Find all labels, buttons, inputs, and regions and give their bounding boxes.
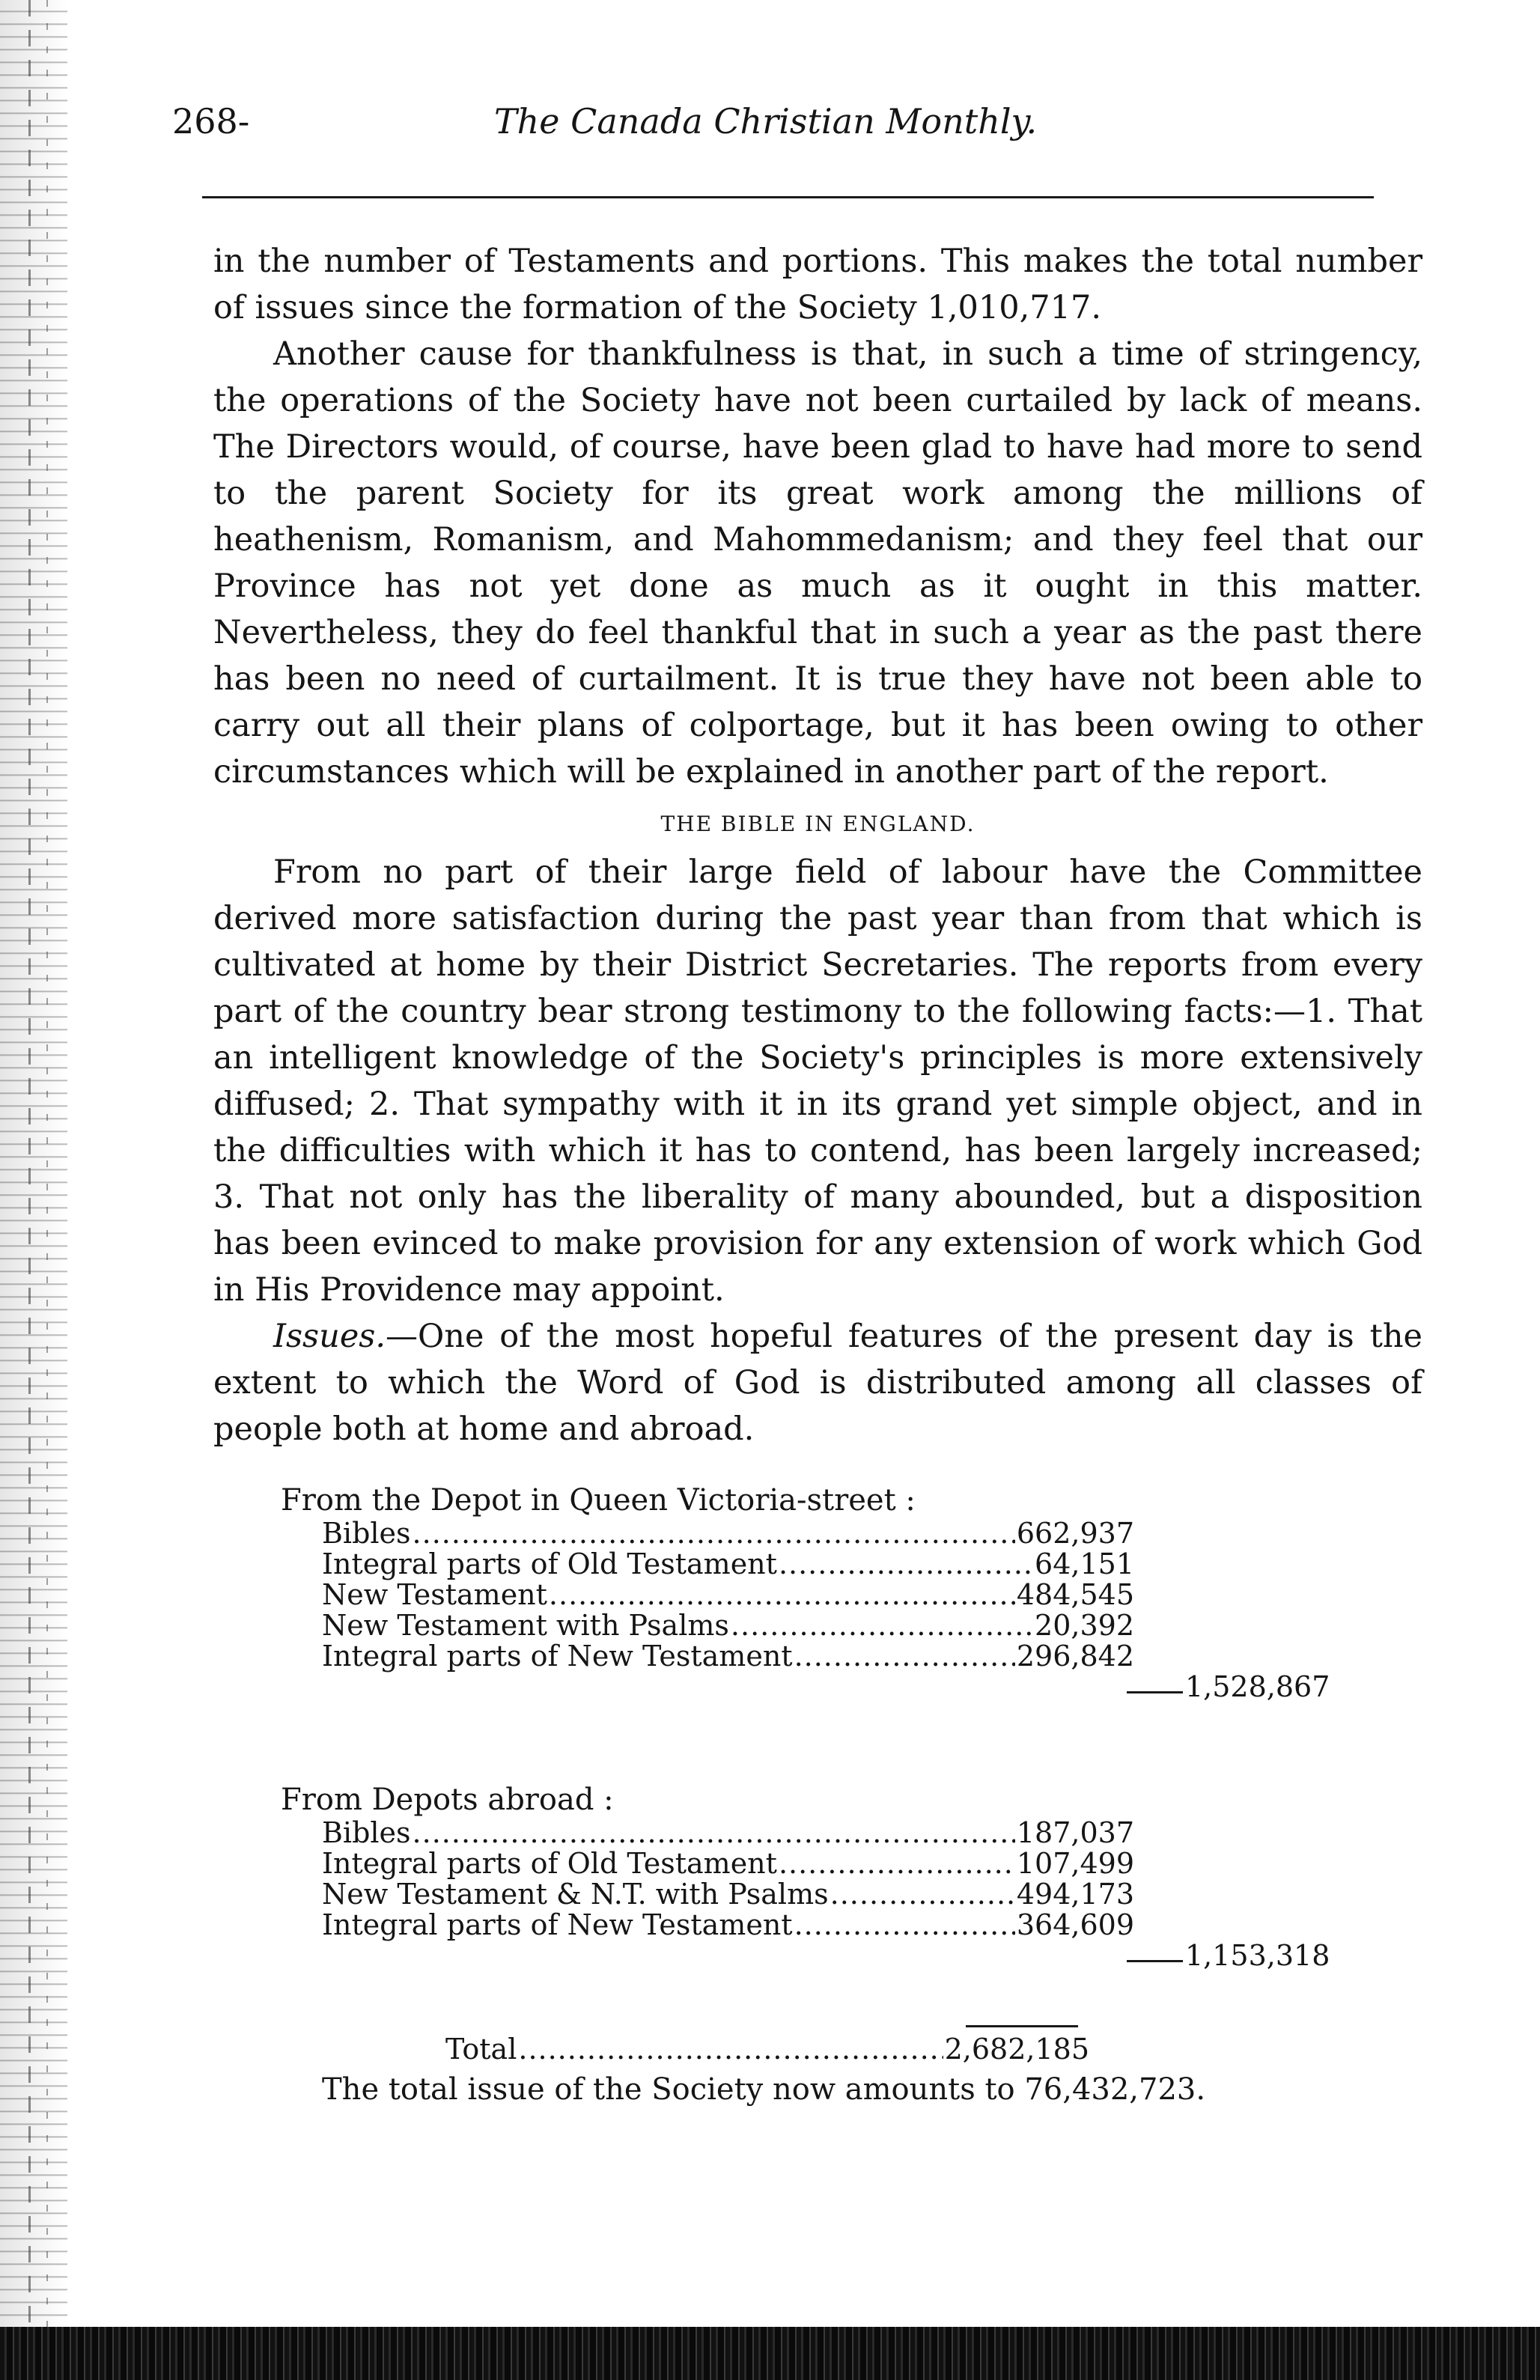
- leader-dots: [830, 1879, 1015, 1910]
- table-row: [281, 1518, 1134, 1549]
- table-row: [281, 1549, 1134, 1580]
- paragraph-4: [213, 1313, 1422, 1452]
- row-label: Integral parts of Old Testament: [322, 1547, 777, 1580]
- section-heading: THE BIBLE IN ENGLAND.: [660, 812, 976, 836]
- home-subtotal: [281, 1672, 1389, 1708]
- page-header: [172, 101, 1385, 161]
- row-value: 64,151: [1035, 1547, 1134, 1580]
- row-value: 484,545: [1016, 1578, 1134, 1611]
- leader-dots: [779, 1848, 1015, 1879]
- table-row: [281, 1818, 1134, 1848]
- table-row: [281, 1580, 1134, 1610]
- row-label: Integral parts of New Testament: [322, 1908, 793, 1941]
- header-rule: [202, 196, 1374, 198]
- subtotal-dash: [1127, 1691, 1183, 1693]
- table-row: [281, 1879, 1134, 1910]
- abroad-depot-heading: From Depots abroad :: [281, 1783, 614, 1817]
- abroad-subtotal-value: 1,153,318: [1185, 1939, 1330, 1972]
- row-value: 364,609: [1016, 1908, 1134, 1941]
- abroad-subtotal: [281, 1941, 1389, 1976]
- home-subtotal-value: 1,528,867: [1185, 1670, 1330, 1703]
- page-number: 268-: [172, 101, 250, 141]
- issues-table-abroad: [281, 1782, 1389, 1976]
- leader-dots: [794, 1641, 1015, 1672]
- row-label: Bibles: [322, 1517, 411, 1550]
- body-text: [213, 238, 1422, 1452]
- table-row: [281, 1848, 1134, 1879]
- leader-dots: [779, 1549, 1033, 1580]
- total-rule: [966, 2025, 1078, 2027]
- table-row: [281, 1610, 1134, 1641]
- running-title: The Canada Christian Monthly.: [494, 101, 1038, 141]
- total-label: Total: [445, 2033, 517, 2066]
- home-depot-heading: From the Depot in Queen Victoria-street :: [281, 1483, 916, 1518]
- row-value: 296,842: [1016, 1640, 1134, 1673]
- issues-label: Issues.: [273, 1318, 386, 1355]
- row-label: New Testament & N.T. with Psalms: [322, 1878, 829, 1911]
- row-value: 20,392: [1035, 1609, 1134, 1642]
- paragraph-2: Another cause for thankfulness is that, in such a time of stringency, the operations of the Society have not been curtailed by lack of means. The Directors would, of course, have been glad to have had more to send to the parent Society for its great work among the millions of heathenism, Romanism, and Mahommedanism; and they feel that our Province has not yet done as much as it ought in this matter. Nevertheless, they do feel thankful that in such a year as the past there has been no need of curtailment. It is true they have not been able to carry out all their plans of colportage, but it has been owing to other circumstances which will be explained in another part of the report.: [213, 335, 1422, 791]
- scan-binding-edge: [0, 0, 67, 2380]
- scan-bottom-edge: [0, 2327, 1540, 2380]
- paragraph-4-text: —One of the most hopeful features of the present day is the extent to which the Word of God is distributed among all classes of people both at home and abroad.: [213, 1318, 1422, 1448]
- paragraph-3: From no part of their large field of labour have the Committee derived more satisfaction during the past year than from that which is cultivated at home by their District Secretaries. The reports from every part of the country bear strong testimony to the following facts:—1. That an intelligent knowledge of the Society's principles is more extensively diffused; 2. That sympathy with it in its grand yet simple object, and in the difficulties with which it has to contend, has been largely increased; 3. That not only has the liberality of many abounded, but a disposition has been evinced to make provision for any extension of work which God in His Providence may appoint.: [213, 853, 1422, 1309]
- total-row: [445, 2033, 1089, 2066]
- row-label: Bibles: [322, 1816, 411, 1849]
- leader-dots: [794, 1910, 1015, 1941]
- paragraph-1: in the number of Testaments and portions. This makes the total number of issues since the formation of the Society 1,010,717.: [213, 243, 1422, 326]
- row-label: New Testament with Psalms: [322, 1609, 729, 1642]
- subtotal-dash: [1127, 1960, 1183, 1962]
- leader-dots: [731, 1610, 1033, 1641]
- row-value: 107,499: [1016, 1847, 1134, 1880]
- row-value: 494,173: [1016, 1878, 1134, 1911]
- table-row: [281, 1641, 1134, 1672]
- row-label: Integral parts of New Testament: [322, 1640, 793, 1673]
- row-label: New Testament: [322, 1578, 547, 1611]
- total-value: 2,682,185: [944, 2033, 1089, 2066]
- leader-dots: [549, 1580, 1015, 1610]
- row-value: 187,037: [1016, 1816, 1134, 1849]
- row-value: 662,937: [1016, 1517, 1134, 1550]
- leader-dots: [413, 1518, 1015, 1549]
- leader-dots: [518, 2033, 943, 2066]
- issues-table-home: [281, 1482, 1389, 1708]
- final-total-line: The total issue of the Society now amounts to 76,432,723.: [322, 2072, 1206, 2107]
- leader-dots: [413, 1818, 1015, 1848]
- row-label: Integral parts of Old Testament: [322, 1847, 777, 1880]
- table-row: [281, 1910, 1134, 1941]
